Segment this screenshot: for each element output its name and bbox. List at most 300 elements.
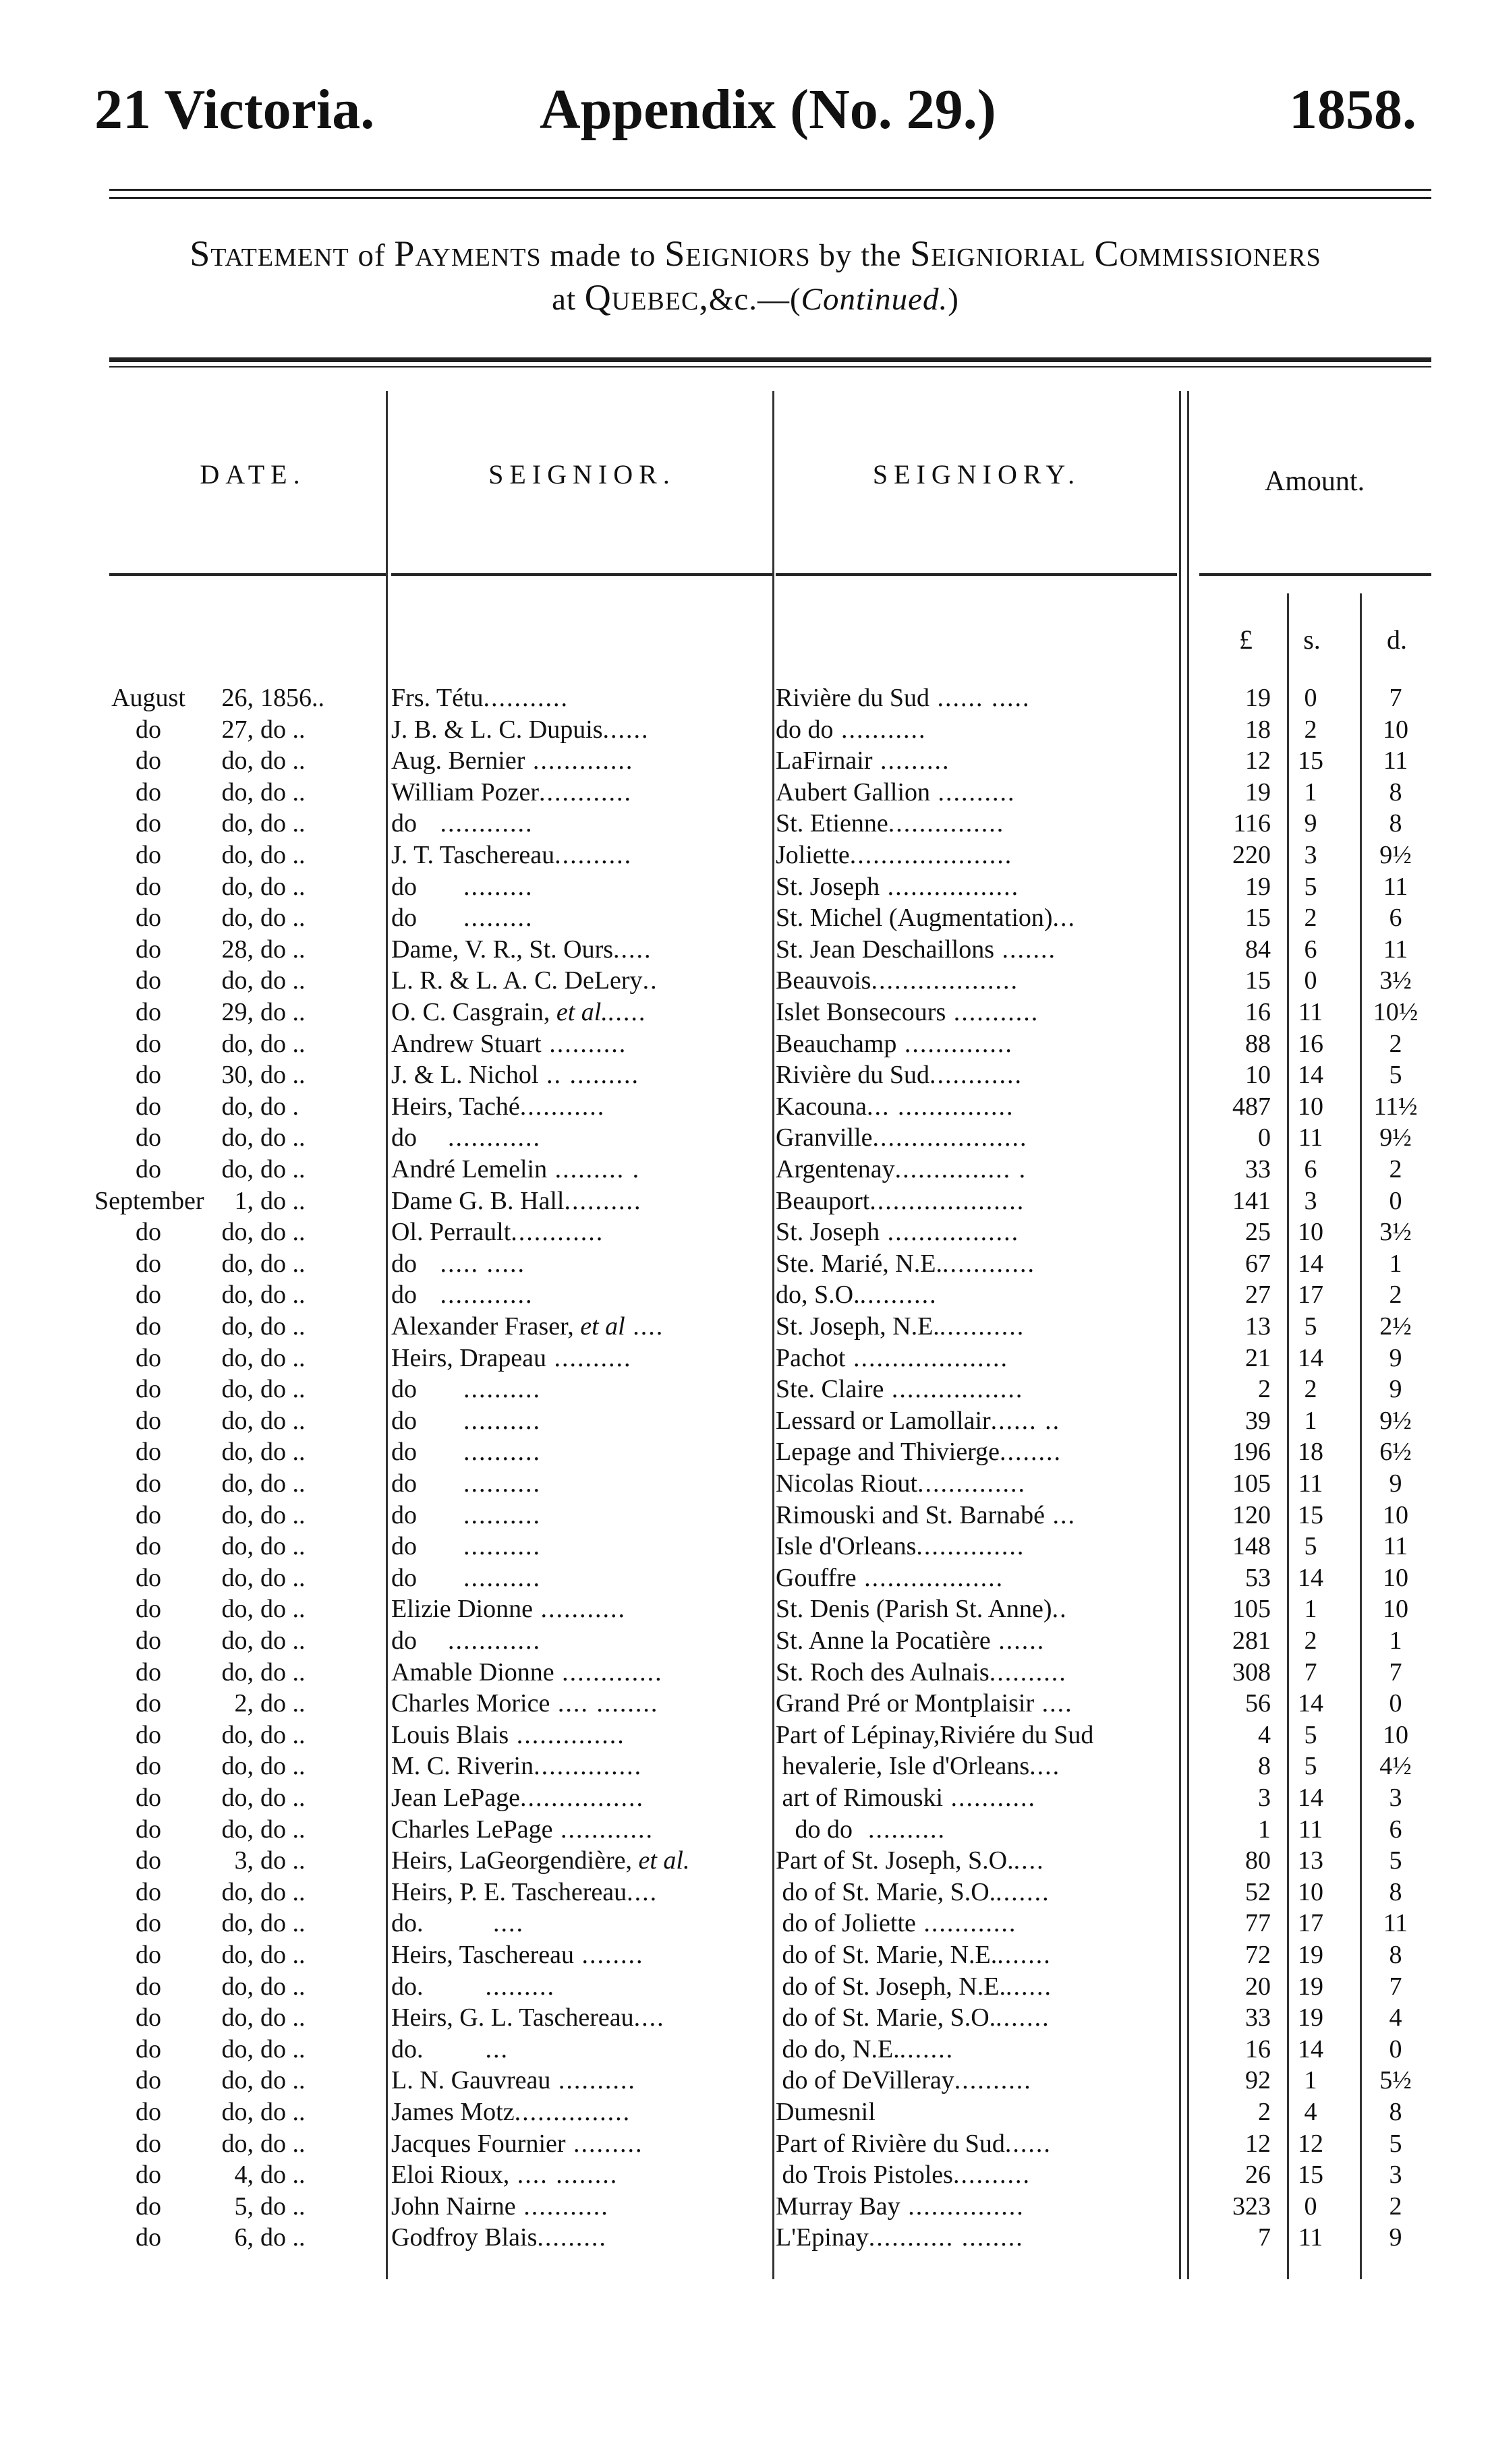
seignior-name: Eloi Rioux, <box>391 2161 510 2190</box>
seigniory-leader-dots: .. <box>1052 1595 1068 1624</box>
seigniory-cell <box>776 1593 1174 1624</box>
seignior-cell <box>391 2034 766 2065</box>
seignior-leader-dots: .......... <box>546 1343 632 1372</box>
date-month: do <box>136 1123 161 1152</box>
seigniory-name: do Trois Pistoles <box>776 2161 953 2190</box>
seigniory-leader-dots: ................. <box>880 1218 1020 1247</box>
seigniory-name: St. Joseph <box>776 1218 880 1247</box>
seignior-cell <box>391 1185 766 1216</box>
date-month: do <box>136 1909 161 1938</box>
seignior-cell <box>391 1436 766 1467</box>
seignior-name: do <box>391 1406 417 1435</box>
date-month: do <box>136 1752 161 1781</box>
seignior-leader-dots: .......... <box>417 1406 541 1435</box>
seignior-name: André Lemelin <box>391 1155 548 1183</box>
date-month: do <box>136 966 161 995</box>
amount-pence: 6½ <box>1379 1438 1412 1467</box>
seigniory-leader-dots: .............. <box>917 1469 1027 1498</box>
seignior-leader-dots: .... <box>423 1909 524 1938</box>
amount-pounds: 12 <box>1245 2129 1271 2158</box>
seigniory-cell <box>776 2065 1174 2096</box>
seignior-cell <box>391 2096 766 2128</box>
table-row <box>0 1059 1490 1091</box>
date-month: do <box>136 1155 161 1183</box>
date-month: do <box>136 1218 161 1247</box>
date-day: do, <box>221 1249 254 1278</box>
seigniory-name: Ste. Claire <box>776 1375 884 1404</box>
seigniory-cell <box>776 1468 1174 1499</box>
amount-pounds: 0 <box>1258 1123 1271 1152</box>
date-year: do .. <box>260 715 306 744</box>
seigniory-name: Beauchamp <box>776 1029 897 1058</box>
seigniory-name: St. Anne la Pocatière <box>776 1626 991 1655</box>
seigniory-name: Lepage and Thivierge <box>776 1438 1000 1467</box>
seigniory-name: Dumesnil <box>776 2098 876 2126</box>
table-row <box>0 777 1490 809</box>
date-day: 6, <box>234 2223 254 2252</box>
seignior-name-italic: et al. <box>556 998 608 1026</box>
seignior-leader-dots: .... <box>627 1877 658 1906</box>
seignior-name: Heirs, G. L. Taschereau <box>391 2003 634 2032</box>
amount-shillings: 14 <box>1298 1343 1323 1372</box>
seigniory-name: Rivière du Sud <box>776 684 929 712</box>
seigniory-name: Part of Rivière du Sud <box>776 2129 1005 2158</box>
amount-shillings: 0 <box>1304 684 1317 712</box>
amount-shillings: 15 <box>1298 746 1323 775</box>
date-month: do <box>136 998 161 1026</box>
seignior-leader-dots: .............. <box>509 1720 625 1749</box>
seignior-name: do <box>391 1249 417 1278</box>
seigniory-name: Ste. Marié, N.E. <box>776 1249 942 1278</box>
seignior-name-italic: et al. <box>638 1846 690 1875</box>
seignior-name: do <box>391 1500 417 1529</box>
amount-shillings: 0 <box>1304 966 1317 995</box>
amount-shillings: 19 <box>1298 1941 1323 1969</box>
amount-pounds: 487 <box>1232 1092 1271 1121</box>
seignior-name: L. N. Gauvreau <box>391 2066 551 2095</box>
table-row <box>0 1845 1490 1877</box>
amount-pounds: 116 <box>1233 809 1271 838</box>
seigniory-name: do of St. Marie, N.E. <box>776 1941 998 1969</box>
seignior-name: J. & L. Nichol <box>391 1061 539 1090</box>
amount-pence: 2 <box>1389 1029 1402 1058</box>
date-day: 30, <box>221 1061 254 1090</box>
seignior-leader-dots: ............ <box>417 1123 541 1152</box>
seignior-name: do <box>391 1469 417 1498</box>
date-year: do .. <box>260 1375 306 1404</box>
amount-pounds: 105 <box>1232 1469 1271 1498</box>
seignior-cell <box>391 1216 766 1248</box>
date-year: do .. <box>260 1343 306 1372</box>
date-day: do, <box>221 2003 254 2032</box>
date-day: do, <box>221 746 254 775</box>
table-row <box>0 1657 1490 1689</box>
seignior-name: Heirs, P. E. Taschereau <box>391 1877 627 1906</box>
seigniory-name: Beauport <box>776 1186 870 1215</box>
statement-word: Commissioners <box>1094 233 1321 274</box>
date-year: do .. <box>260 1281 306 1310</box>
date-day: do, <box>221 1155 254 1183</box>
date-month: do <box>136 1249 161 1278</box>
date-day: do, <box>221 1375 254 1404</box>
seigniory-leader-dots: ...... <box>990 1626 1045 1655</box>
seigniory-name: L'Epinay <box>776 2223 869 2252</box>
amount-pence: 4½ <box>1379 1752 1412 1781</box>
table-row <box>0 965 1490 997</box>
seignior-cell <box>391 1782 766 1813</box>
seigniory-cell <box>776 1279 1174 1310</box>
statement-word: &c.—( <box>708 282 801 317</box>
amount-shillings: 1 <box>1304 2066 1317 2095</box>
date-year: do .. <box>260 1563 306 1592</box>
amount-pence: 6 <box>1389 1815 1402 1844</box>
seigniory-leader-dots: ............... <box>888 809 1005 838</box>
seigniory-cell <box>776 745 1174 776</box>
seignior-name: do <box>391 872 417 901</box>
seigniory-cell <box>776 1028 1174 1059</box>
seignior-leader-dots: .......... <box>554 841 633 869</box>
amount-shillings: 10 <box>1298 1092 1323 1121</box>
date-month: do <box>136 904 161 933</box>
date-year: do .. <box>260 841 306 869</box>
date-day: do, <box>221 1029 254 1058</box>
date-year: do .. <box>260 1500 306 1529</box>
date-day: 5, <box>234 2192 254 2221</box>
amount-shillings: 5 <box>1304 1312 1317 1341</box>
amount-pounds: 84 <box>1245 935 1271 964</box>
seignior-cell <box>391 1248 766 1279</box>
date-year: do .. <box>260 1972 306 2001</box>
seignior-cell <box>391 1688 766 1719</box>
seigniory-leader-dots: ....... <box>994 935 1057 964</box>
date-month: August <box>111 684 185 712</box>
amount-shillings: 1 <box>1304 778 1317 806</box>
amount-pounds: 2 <box>1258 1375 1271 1404</box>
table-row <box>0 1720 1490 1751</box>
date-month: do <box>136 1595 161 1624</box>
seigniory-name: do of DeVilleray <box>776 2066 954 2095</box>
amount-shillings: 18 <box>1298 1438 1323 1467</box>
seignior-cell <box>391 2065 766 2096</box>
date-year: do .. <box>260 1720 306 1749</box>
seigniory-name: hevalerie, Isle d'Orleans <box>776 1752 1030 1781</box>
seignior-cell <box>391 1059 766 1090</box>
seigniory-leader-dots: .................... <box>869 1186 1025 1215</box>
amount-shillings: 5 <box>1304 1720 1317 1749</box>
seigniory-name: Beauvois <box>776 966 871 995</box>
table-row <box>0 2128 1490 2160</box>
seignior-leader-dots: ..... ..... <box>417 1249 525 1278</box>
seigniory-leader-dots: ............ <box>915 1909 1017 1938</box>
amount-shillings: 11 <box>1298 998 1323 1026</box>
seigniory-cell <box>776 1814 1174 1845</box>
seignior-name: Aug. Bernier <box>391 746 525 775</box>
seignior-name: do. <box>391 1972 424 2001</box>
date-month: do <box>136 1406 161 1435</box>
amount-pence: 5 <box>1389 1846 1402 1875</box>
amount-pounds: 15 <box>1245 966 1271 995</box>
table-row <box>0 1185 1490 1217</box>
date-month: do <box>136 1846 161 1875</box>
date-year: do .. <box>260 2098 306 2126</box>
seignior-cell <box>391 1845 766 1876</box>
seignior-cell <box>391 1593 766 1624</box>
seigniory-name: do, S.O. <box>776 1281 860 1310</box>
amount-pounds: 7 <box>1258 2223 1271 2252</box>
amount-pence: 3½ <box>1379 1218 1412 1247</box>
amount-pence: 9 <box>1389 1375 1402 1404</box>
amount-shillings: 3 <box>1304 841 1317 869</box>
amount-pence: 9 <box>1389 1343 1402 1372</box>
date-month: do <box>136 841 161 869</box>
seignior-name: Godfroy Blais <box>391 2223 538 2252</box>
seigniory-name: Joliette <box>776 841 850 869</box>
date-year: do .. <box>260 872 306 901</box>
seigniory-leader-dots: ................. <box>880 872 1020 901</box>
amount-pounds: 39 <box>1245 1406 1271 1435</box>
seigniory-cell <box>776 2096 1174 2128</box>
date-month: do <box>136 1469 161 1498</box>
seigniory-cell <box>776 1657 1174 1688</box>
seignior-cell <box>391 2191 766 2222</box>
seignior-cell <box>391 1720 766 1751</box>
date-month: do <box>136 1689 161 1718</box>
seignior-leader-dots: .......... <box>417 1500 541 1529</box>
table-row <box>0 997 1490 1028</box>
date-day: do, <box>221 1532 254 1561</box>
seigniory-leader-dots: ... <box>1044 1500 1076 1529</box>
table-top-rule-thin <box>109 366 1431 368</box>
seignior-leader-dots: .......... <box>417 1563 541 1592</box>
amount-pounds: 141 <box>1232 1186 1271 1215</box>
seignior-cell <box>391 1562 766 1593</box>
date-month: do <box>136 2129 161 2158</box>
seignior-name: Charles LePage <box>391 1815 553 1844</box>
seigniory-leader-dots: ... ............... <box>867 1092 1014 1121</box>
amount-shillings: 14 <box>1298 1249 1323 1278</box>
amount-shillings: 11 <box>1298 1469 1323 1498</box>
table-row <box>0 745 1490 777</box>
amount-pence: 3 <box>1389 1784 1402 1812</box>
amount-pounds: 19 <box>1245 684 1271 712</box>
statement-title <box>94 233 1416 320</box>
seignior-leader-dots: .......... <box>417 1532 541 1561</box>
seigniory-cell <box>776 934 1174 965</box>
amount-shillings: 12 <box>1298 2129 1323 2158</box>
seignior-name: William Pozer <box>391 778 540 806</box>
seigniory-leader-dots: ........... <box>946 998 1039 1026</box>
amount-shillings: 1 <box>1304 1595 1317 1624</box>
seigniory-cell <box>776 1688 1174 1719</box>
table-row <box>0 840 1490 871</box>
seignior-name: Heirs, Drapeau <box>391 1343 547 1372</box>
amount-pounds: 13 <box>1245 1312 1271 1341</box>
table-row <box>0 1311 1490 1343</box>
seignior-leader-dots: ............ <box>417 1626 541 1655</box>
date-day: do, <box>221 1909 254 1938</box>
seigniory-cell <box>776 1059 1174 1090</box>
seigniory-leader-dots: ...... ..... <box>929 684 1031 712</box>
seigniory-name: do of St. Marie, S.O. <box>776 1877 996 1906</box>
session-label: 21 Victoria. <box>94 78 375 141</box>
seigniory-cell <box>776 1782 1174 1813</box>
amount-shillings: 14 <box>1298 1061 1323 1090</box>
amount-pence: 11½ <box>1373 1092 1418 1121</box>
date-day: do, <box>221 1123 254 1152</box>
amount-pounds: 53 <box>1245 1563 1271 1592</box>
amount-shillings: 19 <box>1298 1972 1323 2001</box>
seigniory-name: do do <box>776 1815 853 1844</box>
seignior-name-italic: et al <box>580 1312 625 1341</box>
seignior-name: do <box>391 1281 417 1310</box>
date-day: do, <box>221 1815 254 1844</box>
seignior-cell <box>391 997 766 1028</box>
date-year: do .. <box>260 1123 306 1152</box>
date-month: do <box>136 1720 161 1749</box>
table-row <box>0 808 1490 840</box>
table-row <box>0 1877 1490 1908</box>
seigniory-cell <box>776 714 1174 745</box>
seignior-leader-dots: ........... <box>483 684 569 712</box>
date-year: do .. <box>260 2223 306 2252</box>
date-day: do, <box>221 841 254 869</box>
seigniory-name: Grand Pré or Montplaisir <box>776 1689 1035 1718</box>
amount-shillings: 14 <box>1298 2034 1323 2063</box>
seigniory-leader-dots: .......... <box>859 1281 938 1310</box>
seigniory-leader-dots: ....... <box>899 2034 954 2063</box>
date-year: do .. <box>260 1532 306 1561</box>
seigniory-cell <box>776 1845 1174 1876</box>
seignior-name: M. C. Riverin <box>391 1752 534 1781</box>
seignior-name: Frs. Tétu <box>391 684 484 712</box>
amount-shillings: 11 <box>1298 2223 1323 2252</box>
table-row <box>0 1688 1490 1720</box>
date-day: do, <box>221 809 254 838</box>
date-month: do <box>136 1626 161 1655</box>
amount-shillings: 11 <box>1298 1815 1323 1844</box>
date-year: do .. <box>260 904 306 933</box>
table-row <box>0 871 1490 903</box>
statement-word: ) <box>948 282 959 317</box>
amount-pence: 11 <box>1383 1909 1408 1938</box>
date-year: do .. <box>260 1752 306 1781</box>
date-day: 3, <box>234 1846 254 1875</box>
date-year: do .. <box>260 1877 306 1906</box>
date-month: do <box>136 2098 161 2126</box>
date-day: do, <box>221 1406 254 1435</box>
table-row <box>0 1279 1490 1311</box>
amount-pounds: 33 <box>1245 1155 1271 1183</box>
amount-pence: 9½ <box>1379 1406 1412 1435</box>
seigniory-leader-dots: .... <box>1013 1846 1045 1875</box>
date-month: do <box>136 1563 161 1592</box>
table-row <box>0 1405 1490 1437</box>
seignior-leader-dots: .......... <box>417 1469 541 1498</box>
seigniory-leader-dots: ...... <box>1005 1972 1052 2001</box>
seigniory-cell <box>776 2034 1174 2065</box>
date-day: do, <box>221 1438 254 1467</box>
date-day: do, <box>221 1595 254 1624</box>
seignior-cell <box>391 1405 766 1436</box>
date-year: do .. <box>260 1218 306 1247</box>
appendix-label: Appendix (No. 29.) <box>540 78 996 141</box>
seignior-cell <box>391 1751 766 1782</box>
table-row <box>0 1436 1490 1468</box>
seignior-leader-dots: ......... <box>417 872 534 901</box>
seignior-leader-dots: ............... <box>514 2098 631 2126</box>
seignior-cell <box>391 745 766 776</box>
seignior-cell <box>391 2128 766 2159</box>
date-year: do .. <box>260 966 306 995</box>
date-year: do .. <box>260 1595 306 1624</box>
seigniory-leader-dots: ........... <box>943 1784 1037 1812</box>
seigniory-name: Nicolas Riout <box>776 1469 918 1498</box>
date-day: do, <box>221 1658 254 1686</box>
date-month: do <box>136 1438 161 1467</box>
seignior-column-header: SEIGNIOR. <box>488 459 676 490</box>
seignior-cell <box>391 2159 766 2190</box>
seigniory-name: Part of St. Joseph, S.O. <box>776 1846 1014 1875</box>
seignior-leader-dots: ......... <box>537 2223 607 2252</box>
seignior-leader-dots: ......... <box>417 904 534 933</box>
seignior-leader-dots: ............ <box>539 778 633 806</box>
running-header <box>94 73 1416 147</box>
amount-pence: 9½ <box>1379 841 1412 869</box>
amount-pounds: 56 <box>1245 1689 1271 1718</box>
seigniory-leader-dots: ...... .. <box>990 1406 1061 1435</box>
table-row <box>0 1971 1490 2003</box>
seignior-name: Charles Morice <box>391 1689 550 1718</box>
seignior-cell <box>391 1091 766 1122</box>
date-month: do <box>136 1375 161 1404</box>
seignior-name: Dame, V. R., St. Ours <box>391 935 614 964</box>
date-month: do <box>136 1815 161 1844</box>
seignior-leader-dots: .......... <box>550 2066 636 2095</box>
table-row <box>0 682 1490 714</box>
date-month: do <box>136 1312 161 1341</box>
amount-pounds: 1 <box>1258 1815 1271 1844</box>
seignior-leader-dots: ............. <box>525 746 634 775</box>
seigniory-name: do of St. Marie, S.O. <box>776 2003 996 2032</box>
date-year: do .. <box>260 1658 306 1686</box>
amount-pounds: 10 <box>1245 1061 1271 1090</box>
seigniory-cell <box>776 1122 1174 1153</box>
seigniory-name: Rivière du Sud <box>776 1061 929 1090</box>
date-year: do .. <box>260 1438 306 1467</box>
table-row <box>0 2002 1490 2034</box>
seignior-cell <box>391 1939 766 1970</box>
seignior-cell <box>391 1625 766 1656</box>
table-row <box>0 2034 1490 2065</box>
amount-pence: 3 <box>1389 2161 1402 2190</box>
amount-pounds: 33 <box>1245 2003 1271 2032</box>
seigniory-cell <box>776 1405 1174 1436</box>
amount-pounds: 323 <box>1232 2192 1271 2221</box>
date-year: do .. <box>260 1249 306 1278</box>
seigniory-cell <box>776 840 1174 871</box>
seigniory-cell <box>776 1311 1174 1342</box>
seigniory-cell <box>776 1436 1174 1467</box>
seigniory-name: Argentenay <box>776 1155 895 1183</box>
date-day: do, <box>221 1972 254 2001</box>
date-year: do .. <box>260 1155 306 1183</box>
amount-pounds: 25 <box>1245 1218 1271 1247</box>
seignior-name: Jean LePage <box>391 1784 520 1812</box>
seignior-leader-dots: .......... <box>417 1438 541 1467</box>
amount-pence: 10½ <box>1373 998 1419 1026</box>
seigniory-name: Aubert Gallion <box>776 778 931 806</box>
seigniory-name: Isle d'Orleans <box>776 1532 917 1561</box>
